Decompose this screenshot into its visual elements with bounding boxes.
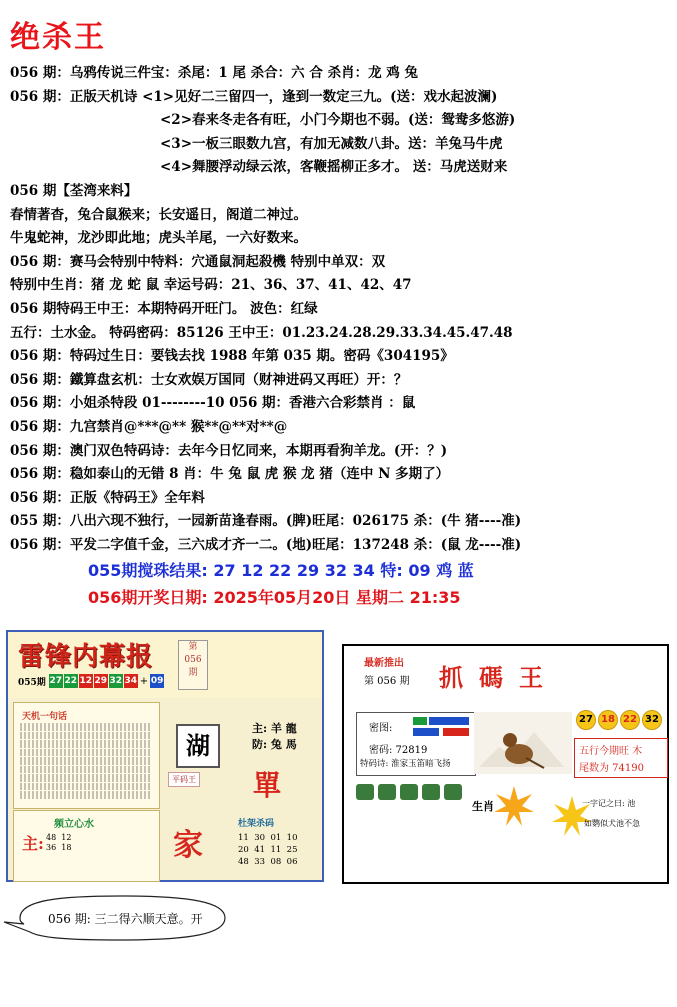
text-line: 056 期：正版天机诗 <1>见好二三留四一，逢到一数定三九。(送：戏水起波澜) — [10, 88, 498, 105]
guard-zodiac: 防: 兔 馬 — [252, 738, 297, 751]
note-text: 一字记之曰: 池 — [582, 799, 636, 808]
bubble-text: 056 期: 三二得六顺天意。开 — [48, 912, 203, 926]
text-rows — [20, 723, 152, 800]
text-line: 056 期：赛马会特别中特料：穴通鼠洞起殺機 特别中单双：双 — [10, 253, 386, 270]
kill-code-panel — [168, 810, 318, 880]
text-line: 056 期【荃湾来料】 — [10, 182, 138, 199]
mini-label: 平码王 — [168, 772, 200, 787]
number-list: 48 12 36 18 — [46, 833, 72, 852]
band-chip — [356, 784, 374, 800]
heart-panel — [13, 810, 160, 882]
leifeng-card — [6, 630, 324, 882]
band-chip — [444, 784, 462, 800]
text-line: <2>春来冬走各有旺，小门今期也不弱。(送：鸳鸯多悠游) — [160, 112, 516, 129]
poem-text: 特码诗: 淮家玉笛暗飞扬 — [360, 759, 451, 769]
number-ball: 18 — [598, 710, 618, 730]
starburst-icon — [494, 786, 534, 826]
text-line: 056 期：特码过生日：要钱去找 1988 年第 035 期。密码《304195》 — [10, 348, 454, 365]
issue-box: 第 056 期 — [178, 640, 208, 690]
card-brand: 雷锋内幕报 — [18, 642, 154, 672]
text-line: <4>舞腰浮动绿云浓，客鞭摇柳正多才。 送：马虎送财来 — [160, 159, 508, 176]
band-chip — [400, 784, 418, 800]
page-title: 绝杀王 — [10, 20, 106, 55]
number-ball: 32 — [109, 676, 123, 686]
panel-title: 频立心水 — [54, 819, 94, 830]
text-line: 056 期：九宫禁肖@***@** 猴**@**对**@ — [10, 418, 288, 435]
tail-text: 尾数为 74190 — [579, 763, 644, 774]
number-ball: 32 — [642, 710, 662, 730]
band-chip — [378, 784, 396, 800]
issue-label: 第 056 期 — [364, 676, 410, 687]
number-ball: 29 — [94, 676, 108, 686]
wuxing-box — [574, 738, 668, 778]
number-grid: 11 30 01 10 20 41 11 25 48 33 08 06 — [238, 833, 298, 867]
number-ball: 27 — [576, 710, 596, 730]
text-line: 056 期：澳门双色特码诗：去年今日忆同来，本期再看狗羊龙。(开：？) — [10, 442, 448, 459]
text-line: 056 期特码王中王：本期特码开旺门。 波色：红绿 — [10, 300, 318, 317]
panel-title: 杜架杀码 — [238, 819, 275, 829]
text-line: 春情著杳，兔合鼠猴来；长安遥日，阁道二神过。 — [10, 206, 307, 223]
card-brand: 抓碼王 — [439, 663, 559, 692]
promo-label: 最新推出 — [364, 658, 404, 669]
number-ball: 22 — [620, 710, 640, 730]
panel-title: 天机一句话 — [22, 712, 68, 722]
text-line: 五行：土水金。 特码密码：85126 王中王：01.23.24.28.29.33.34.45.47.48 — [10, 324, 513, 341]
number-ball: 12 — [79, 676, 93, 686]
draw-date: 056期开奖日期: 2025年05月20日 星期二 21:35 — [88, 588, 461, 607]
zodiac-label: 生肖 — [472, 800, 494, 813]
big-character: 單 — [253, 769, 282, 802]
tianji-panel — [13, 702, 160, 809]
card-header — [8, 632, 322, 698]
text-line: 055 期：八出六现不独行，一园新苗逢春雨。(脾)旺尾：026175 杀：(牛 猪----准) — [10, 513, 522, 530]
text-line: 056 期：鐵算盘玄机：士女欢娱万国同（财神进码又再旺）开：？ — [10, 371, 408, 388]
big-character: 家 — [173, 828, 203, 863]
draw-result: 055期搅珠结果: 27 12 22 29 32 34 特: 09 鸡 蓝 — [88, 561, 474, 580]
zhuama-card — [342, 644, 669, 884]
forecast-lines — [10, 62, 670, 557]
main-label: 主: — [22, 834, 44, 853]
special-ball: 09 — [150, 676, 164, 686]
code-text: 密码: 72819 — [369, 745, 428, 756]
number-ball: 27 — [49, 676, 63, 686]
text-line: <3>一板三眼数九宫，有加无减数八卦。送：羊兔马牛虎 — [160, 135, 503, 152]
text-line: 056 期：平发二字值千金，三六成才齐一二。(地)旺尾：137248 杀：(鼠 龙----准) — [10, 536, 522, 553]
result-balls — [18, 674, 164, 688]
color-band — [356, 784, 462, 800]
dog-illustration — [474, 712, 572, 774]
secret-image-label: 密图: — [369, 723, 393, 734]
text-line: 056 期：稳如泰山的无错 8 肖：牛 兔 鼠 虎 猴 龙 猪（连中 N 多期了） — [10, 466, 450, 483]
stamp-character: 湖 — [176, 724, 220, 768]
text-line: 056 期：小姐杀特段 01--------10 056 期：香港六合彩禁肖 ：鼠 — [10, 395, 416, 412]
text-line: 056 期：乌鸦传说三件宝：杀尾：1 尾 杀合：六 合 杀肖：龙 鸡 兔 — [10, 65, 418, 81]
top-balls — [576, 710, 662, 730]
note-text: 如鹦似犬池不急 — [584, 819, 640, 828]
main-zodiac: 主: 羊 龍 — [252, 722, 297, 735]
issue-label: 055期 — [18, 677, 46, 688]
text-line: 牛鬼蛇神，龙沙即此地；虎头羊尾，一六好数来。 — [10, 230, 307, 247]
text-line: 056 期：正版《特码王》全年料 — [10, 489, 205, 506]
logo-icon — [413, 717, 469, 737]
plus-sign: + — [139, 675, 149, 687]
main-guard — [252, 720, 297, 752]
wuxing-text: 五行今期旺 木 — [579, 746, 643, 757]
number-ball: 22 — [64, 676, 78, 686]
band-chip — [422, 784, 440, 800]
code-box — [356, 712, 476, 776]
number-ball: 34 — [124, 676, 138, 686]
text-line: 特别中生肖：猪 龙 蛇 鼠 幸运号码：21、36、37、41、42、47 — [10, 277, 412, 294]
